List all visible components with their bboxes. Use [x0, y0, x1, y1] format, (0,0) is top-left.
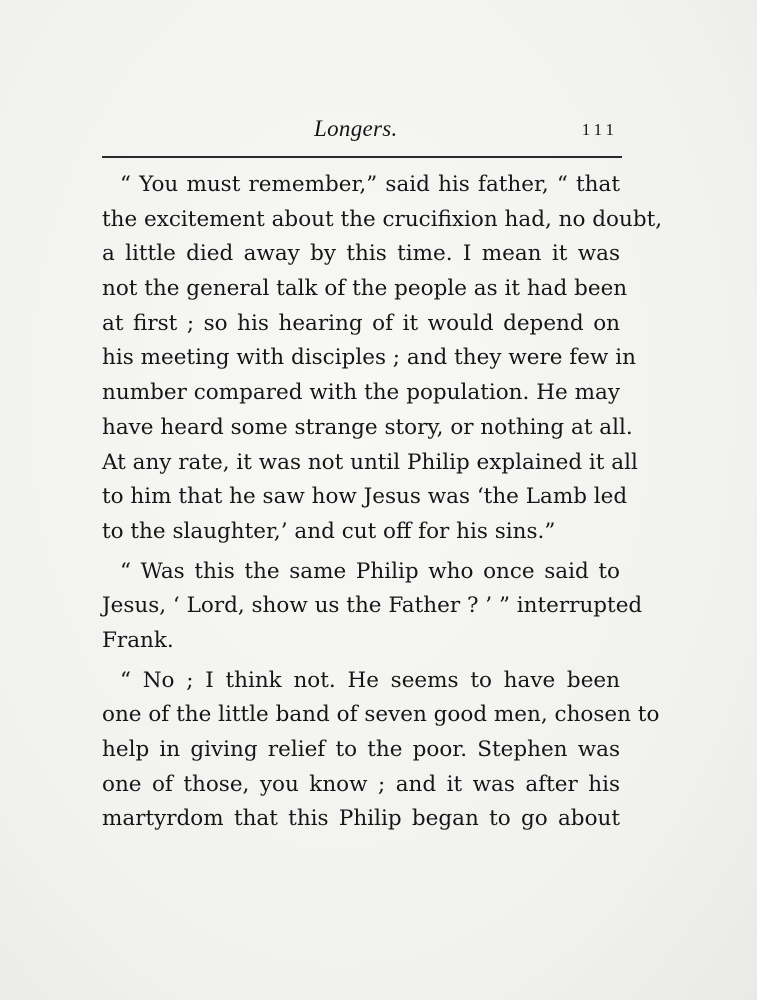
- text-line: not the general talk of the people as it had been: [102, 276, 628, 302]
- text-line: at first ; so his hearing of it would depend on: [102, 310, 620, 336]
- text-line: help in giving relief to the poor. Stephen was: [102, 737, 620, 762]
- text-line: “ Was this the same Philip who once said to: [120, 558, 620, 584]
- text-line: one of those, you know ; and it was after his: [102, 771, 620, 797]
- header-rule: [102, 156, 622, 158]
- text-line: a little died away by this time. I mean it was: [102, 241, 620, 267]
- text-line: to the slaughter,’ and cut off for his sins.”: [102, 518, 556, 544]
- text-line: Frank.: [102, 627, 174, 653]
- text-line: “ You must remember,” said his father, “ that: [120, 172, 620, 197]
- text-line: to him that he saw how Jesus was ‘the Lamb led: [102, 484, 628, 510]
- text-line: At any rate, it was not until Philip explained it all: [102, 449, 638, 475]
- text-line: Jesus, ‘ Lord, show us the Father ? ’ ” interrupted: [102, 593, 643, 619]
- page-header: [102, 112, 620, 148]
- text-line: number compared with the population. He may: [102, 380, 620, 406]
- text-line: his meeting with disciples ; and they were few in: [102, 345, 636, 371]
- text-line: martyrdom that this Philip began to go about: [102, 806, 620, 832]
- text-line: the excitement about the crucifixion had, no doubt,: [102, 206, 663, 232]
- text-line: have heard some strange story, or nothing at all.: [102, 414, 633, 440]
- text-line: “ No ; I think not. He seems to have been: [120, 667, 620, 693]
- text-line: one of the little band of seven good men, chosen to: [102, 702, 660, 728]
- page-number: 111: [581, 120, 618, 139]
- running-title: Longers.: [314, 116, 398, 141]
- body-text: [102, 168, 663, 837]
